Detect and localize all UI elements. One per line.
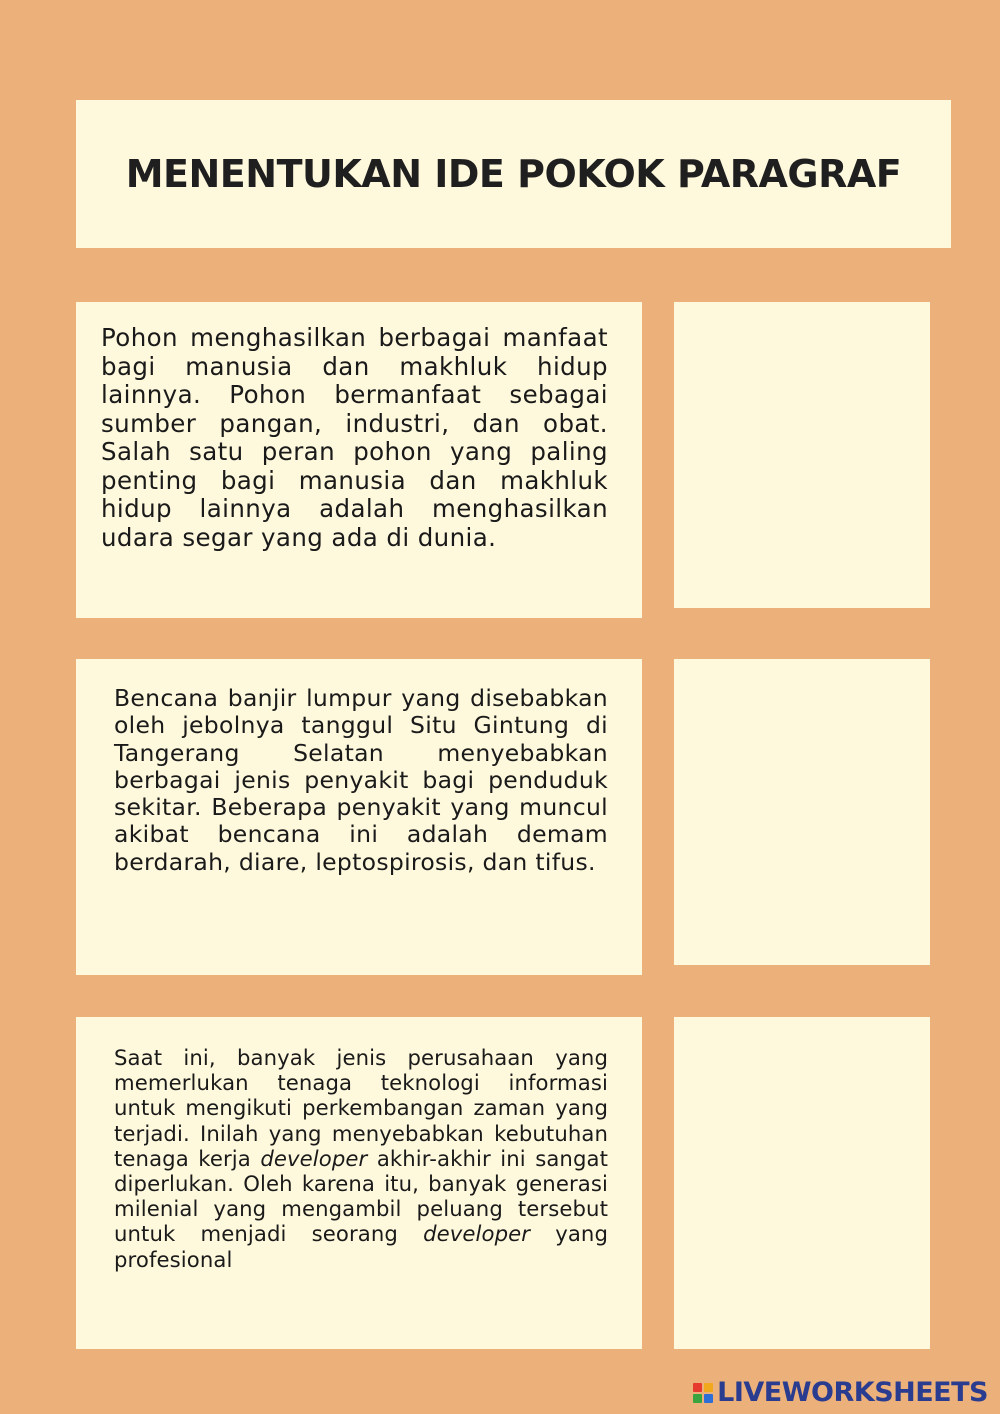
logo-square-e — [704, 1394, 713, 1403]
answer-box-2[interactable] — [674, 659, 930, 965]
liveworksheets-logo — [693, 1377, 988, 1408]
paragraph-text-2 — [114, 685, 608, 876]
paragraph-card-2 — [76, 659, 642, 975]
text-run: Bencana banjir lumpur yang disebabkan oleh jebolnya tanggul Situ Gintung di Tangerang Selatan menyebabkan berbagai jenis penyakit bagi penduduk sekitar. Beberapa penyakit yang muncul akibat bencana ini adalah demam berdarah, diare, leptospirosis, dan tifus. — [114, 684, 608, 876]
text-run: yang profesional — [114, 1221, 609, 1272]
answer-box-1[interactable] — [674, 302, 930, 608]
logo-square-i — [704, 1383, 713, 1392]
answer-box-3[interactable] — [674, 1017, 930, 1349]
text-run: akhir-akhir ini sangat diperlukan. Oleh karena itu, banyak generasi milenial yang mengambil peluang tersebut untuk menjadi seorang — [114, 1145, 608, 1247]
logo-square-l — [693, 1383, 702, 1392]
text-run: Saat ini, banyak jenis perusahaan yang memerlukan tenaga teknologi informasi untuk mengikuti perkembangan zaman yang terjadi. Inilah yang menyebabkan kebutuhan tenaga kerja — [114, 1045, 608, 1171]
italic-term: developer — [260, 1145, 368, 1171]
paragraph-card-3 — [76, 1017, 642, 1349]
text-run: Pohon menghasilkan berbagai manfaat bagi manusia dan makhluk hidup lainnya. Pohon bermanfaat sebagai sumber pangan, industri, dan obat. Salah satu peran pohon yang paling penting bagi manusia dan makhluk hidup lainnya adalah menghasilkan udara segar yang ada di dunia. — [101, 323, 608, 552]
italic-term: developer — [423, 1221, 531, 1247]
paragraph-card-1 — [76, 302, 642, 618]
liveworksheets-logo-icon — [693, 1383, 713, 1403]
page-title: MENENTUKAN IDE POKOK PARAGRAF — [125, 152, 902, 196]
paragraph-text-1 — [101, 324, 608, 552]
title-banner — [76, 100, 951, 248]
logo-text: LIVEWORKSHEETS — [717, 1377, 988, 1408]
logo-square-v — [693, 1394, 702, 1403]
paragraph-text-3 — [114, 1045, 608, 1272]
